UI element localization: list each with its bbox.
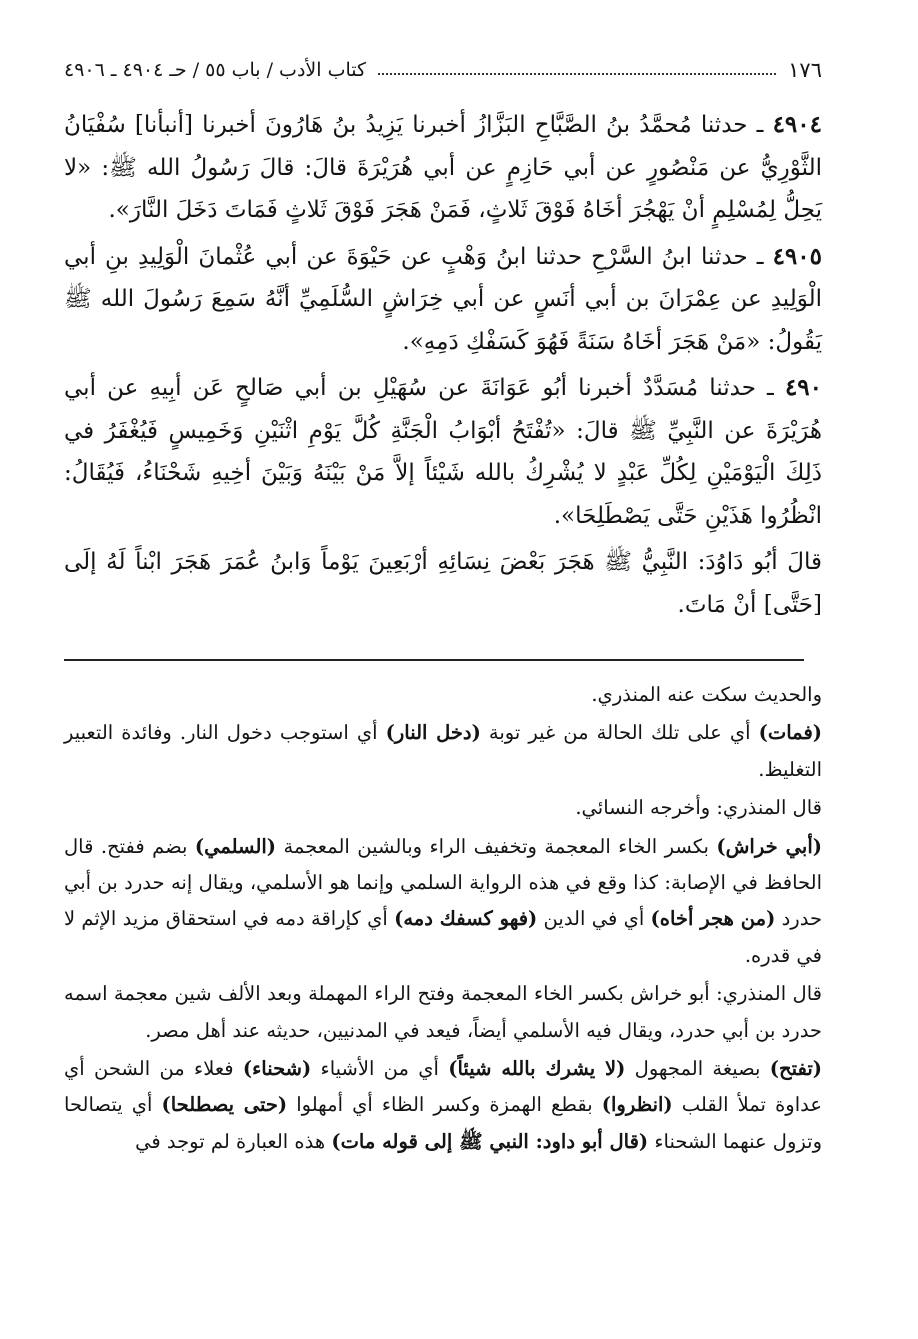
commentary-text: بضم ففتح. قال الحافظ في الإصابة: كذا وقع في هذه الرواية السلمي وإنما هو الأسلمي، ويقال إنه حدرد بن أبي حدرد: [64, 834, 822, 931]
commentary-text: أي من الأشياء: [311, 1057, 449, 1081]
commentary-text: بكسر الخاء المعجمة وتخفيف الراء وبالشين المعجمة: [276, 834, 717, 858]
commentary-term: (شحناء): [242, 1057, 312, 1081]
header-dotted-leader: [378, 73, 776, 75]
commentary-text: أي على تلك الحالة من غير توبة: [480, 721, 759, 745]
commentary-text: قال المنذري: وأخرجه النسائي.: [575, 796, 822, 820]
commentary-paragraph: [64, 715, 822, 788]
hadith-text: ـ حدثنا ابنُ السَّرْحِ حدثنا ابنُ وَهْبٍ عن حَيْوَةَ عن أبي عُثْمانَ الْوَلِيدِ بنِ أبي الْوَلِيدِ عن عِمْرَانَ بن أبي أنَسٍ عن أبي خِرَاشٍ السُّلَمِيِّ أنَّهُ سَمِعَ رَسُولَ الله ﷺ يَقُولُ: «مَنْ هَجَرَ أخَاهُ سَنَةً فَهُوَ كَسَفْكِ دَمِهِ».: [64, 243, 822, 355]
commentary-paragraph: [64, 790, 822, 826]
commentary-term: (تفتح): [769, 1057, 822, 1081]
commentary-term: (لا يشرك بالله شيئاً): [448, 1057, 626, 1081]
commentary-term: (دخل النار): [385, 721, 481, 745]
hadith-text: قالَ أبُو دَاوُدَ: النَّبِيُّ ﷺ هَجَرَ بَعْضَ نِسَائِهِ أرْبَعِينَ يَوْماً وَابنُ عُمَرَ هَجَرَ ابْناً لَهُ إلَى [حَتَّى] أنْ مَاتَ.: [64, 549, 822, 618]
commentary-paragraph: [64, 829, 822, 975]
abu-dawud-comment: [64, 541, 822, 626]
hadith-text: ـ حدثنا مُحمَّدُ بنُ الصَّبَّاحِ البَزَّازُ أخبرنا يَزِيدُ بنُ هَارُونَ أخبرنا [أنبأنا] سُفْيَانُ الثَّوْرِيُّ عن مَنْصُورٍ عن أبي حَازِمٍ عن أبي هُرَيْرَةَ قالَ: قالَ رَسُولُ الله ﷺ: «لا يَحِلُّ لِمُسْلِمٍ أنْ يَهْجُرَ أخَاهُ فَوْقَ ثَلاثٍ، فَمَنْ هَجَرَ فَوْقَ ثَلاثٍ فَمَاتَ دَخَلَ النَّارَ».: [64, 112, 822, 223]
commentary-text: أي استوجب دخول النار. وفائدة التعبير التغليظ.: [64, 721, 822, 781]
commentary-term: (فمات): [758, 721, 822, 745]
hadith-number: ٤٩٠٤: [772, 111, 822, 138]
commentary-term: (انظروا): [601, 1093, 673, 1117]
commentary-block: [64, 677, 822, 1160]
page-number: ١٧٦: [788, 57, 822, 82]
commentary-text: والحديث سكت عنه المنذري.: [591, 683, 822, 706]
commentary-text: بقطع الهمزة وكسر الظاء أي أمهلوا: [287, 1093, 602, 1117]
commentary-text: فعلاء من الشحن أي عداوة تملأ القلب: [64, 1057, 822, 1117]
commentary-term: (من هجر أخاه): [650, 907, 776, 931]
hadith-text-block: [64, 104, 822, 626]
footnote-separator: [64, 659, 804, 661]
hadith-text: ـ حدثنا مُسَدَّدٌ أخبرنا أبُو عَوَانَةَ عن سُهَيْلِ بن أبي صَالحٍ عَن أبِيهِ عن أبي هُرَيْرَةَ عن النَّبِيِّ ﷺ قالَ: «تُفْتَحُ أبْوَابُ الْجَنَّةِ كُلَّ يَوْمِ اثْنَيْنِ وَخَمِيسٍ فَيُغْفَرُ في ذَلِكَ الْيَوْمَيْنِ لِكُلِّ عَبْدٍ لا يُشْرِكُ بالله شَيْئاً إلاَّ مَنْ بَيْنَهُ وَبَيْنَ أخِيهِ شَحْنَاءُ، فَيُقَالُ: انْظُرُوا هَذَيْنِ حَتَّى يَصْطَلِحَا».: [64, 375, 822, 529]
commentary-term: (السلمي): [194, 834, 277, 858]
commentary-paragraph: [64, 1051, 822, 1160]
commentary-term: (فهو كسفك دمه): [394, 907, 538, 931]
hadith-number: ٤٩٠٥: [772, 242, 822, 270]
commentary-term: (أبي خراش): [716, 834, 822, 858]
commentary-text: قال المنذري: أبو خراش بكسر الخاء المعجمة وفتح الراء المهملة وبعد الألف شين معجمة اسمه حدرد بن أبي حدرد، ويقال فيه الأسلمي أيضاً، فيعد في المدنيين، حديثه عند أهل مصر.: [64, 982, 822, 1042]
commentary-text: هذه العبارة لم توجد في: [135, 1129, 332, 1153]
hadith-paragraph: [64, 367, 822, 537]
hadith-number: ٤٩٠: [784, 374, 823, 401]
hadith-paragraph: [64, 104, 822, 232]
commentary-text: أي يتصالحا وتزول عنهما الشحناء: [64, 1093, 822, 1153]
commentary-paragraph: [64, 677, 822, 713]
commentary-paragraph: [64, 976, 822, 1049]
commentary-text: أي كإراقة دمه في استحقاق مزيد الإثم لا في قدره.: [64, 907, 822, 967]
commentary-term: (قال أبو داود: النبي ﷺ إلى قوله مات): [331, 1129, 649, 1153]
commentary-term: (حتى يصطلحا): [161, 1093, 288, 1117]
commentary-text: بصيغة المجهول: [625, 1057, 770, 1081]
commentary-text: أي في الدين: [537, 907, 651, 931]
hadith-paragraph: [64, 236, 822, 364]
page-header: [64, 50, 822, 90]
running-title: كتاب الأدب / باب ٥٥ / حـ ٤٩٠٤ ـ ٤٩٠٦: [64, 58, 367, 81]
